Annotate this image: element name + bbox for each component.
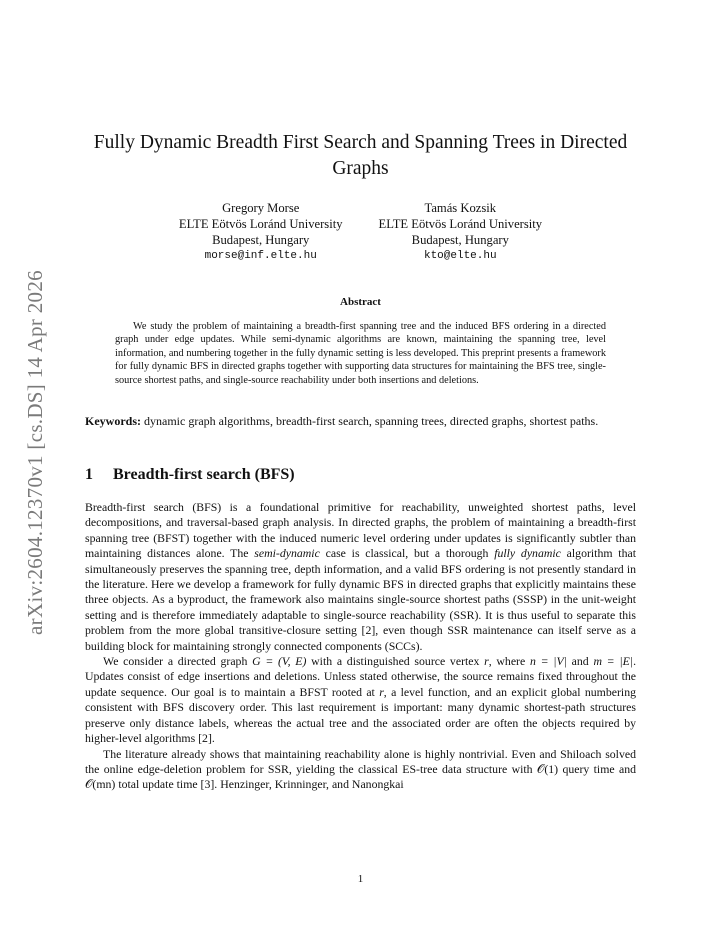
keywords-label: Keywords: xyxy=(85,414,141,428)
math: m = |E| xyxy=(593,654,634,669)
math: r xyxy=(379,684,384,699)
author-email[interactable]: morse@inf.elte.hu xyxy=(204,250,317,262)
text-run: total update time [3]. Henzinger, Krinninger, and Nanongkai xyxy=(115,777,404,792)
text-run: The literature already shows that maintaining reachability alone is highly nontrivial. Even and Shiloach solved the online edge-deletion problem for SSR, yielding the classical ES-tree data structure with xyxy=(85,746,636,776)
text-run: We consider a directed graph xyxy=(103,654,253,669)
author-2 xyxy=(379,200,543,264)
section-heading xyxy=(85,466,636,484)
author-name: Tamás Kozsik xyxy=(424,201,497,215)
abstract-text: We study the problem of maintaining a breadth-first spanning tree and the induced BFS ordering in a directed graph under edge updates. While semi-dynamic algorithms are known, maintaining the spanning tree, level information, and numbering together in the fully dynamic setting is less developed. This preprint presents a framework for fully dynamic BFS in directed graphs together with supporting data structures for maintaining the BFS tree, single-source shortest paths, and single-source reachability under both insertions and deletions. xyxy=(115,321,606,386)
paragraph-2 xyxy=(85,654,636,746)
arxiv-side-stamp xyxy=(16,260,54,645)
abstract-heading: Abstract xyxy=(340,296,381,308)
author-block xyxy=(85,200,636,264)
text-run: . Updates consist of edge insertions and deletions. Unless stated otherwise, the source remains fixed throughout the update sequence. Our goal is to maintain a BFST rooted at xyxy=(85,654,637,699)
math: G = (V, E) xyxy=(252,654,307,669)
page-number: 1 xyxy=(357,873,364,885)
section-number: 1 xyxy=(85,466,93,483)
math: r xyxy=(484,654,489,669)
text-run: algorithm that simultaneously preserves the spanning tree, depth information, and a valid BFS ordering is not presently standard in the literature. Here we develop a framework for fully dynamic BFS in directed graphs that explicitly maintains these three objects. As a byproduct, the framework also maintains single-source shortest paths (SSSP) in the unit-weight setting and is therefore immediately adaptable to single-source reachability (SSR). It is thus useful to separate this problem from the more global transitive-closure setting [2], even though SSR maintenance can itself serve as a building block for maintaining strongly connected components (SCCs). xyxy=(85,546,636,653)
section-title: Breadth-first search (BFS) xyxy=(113,466,295,483)
author-location: Budapest, Hungary xyxy=(212,233,310,247)
paragraph-1 xyxy=(85,500,636,654)
author-affiliation: ELTE Eötvös Loránd University xyxy=(178,217,343,231)
text-run: and xyxy=(566,654,594,669)
text-run: Breadth-first search (BFS) is a foundational primitive for reachability, unweighted shortest paths, level decompositions, and traversal-based graph analysis. In directed graphs, the problem of maintaining a breadth-first spanning tree (BFST) together with the induced numeric level ordering under updates is significantly subtler than maintaining distances alone. The xyxy=(85,500,636,561)
author-affiliation: ELTE Eötvös Loránd University xyxy=(378,217,543,231)
keywords-text: dynamic graph algorithms, breadth-first search, spanning trees, directed graphs, shortest paths. xyxy=(144,414,599,428)
emphasis: semi-dynamic xyxy=(254,546,320,561)
text-run: case is classical, but a thorough xyxy=(319,546,495,561)
text-run: , where xyxy=(488,654,530,669)
paper-title: Fully Dynamic Breadth First Search and Spanning Trees in Directed Graphs xyxy=(93,132,628,179)
math: 𝒪(1) xyxy=(536,761,559,776)
text-run: query time and xyxy=(558,761,636,776)
author-location: Budapest, Hungary xyxy=(411,233,509,247)
math: n = |V| xyxy=(529,654,567,669)
author-email[interactable]: kto@elte.hu xyxy=(423,250,497,262)
paragraph-3 xyxy=(85,747,636,793)
author-name: Gregory Morse xyxy=(222,201,300,215)
math: 𝒪(mn) xyxy=(85,777,116,792)
arxiv-identifier: arXiv:2604.12370v1 [cs.DS] 14 Apr 2026 xyxy=(22,270,47,635)
emphasis: fully dynamic xyxy=(494,546,561,561)
section-body xyxy=(85,500,636,793)
text-run: with a distinguished source vertex xyxy=(306,654,485,669)
keywords xyxy=(85,414,636,429)
text-run: , a level function, and an explicit global numbering consistent with BFS discovery order. This last requirement is important: many dynamic shortest-path structures preserve only distance labels, whereas the actual tree and the associated order are often the objects required by higher-level algorithms [2]. xyxy=(85,684,636,746)
author-1 xyxy=(179,200,343,264)
